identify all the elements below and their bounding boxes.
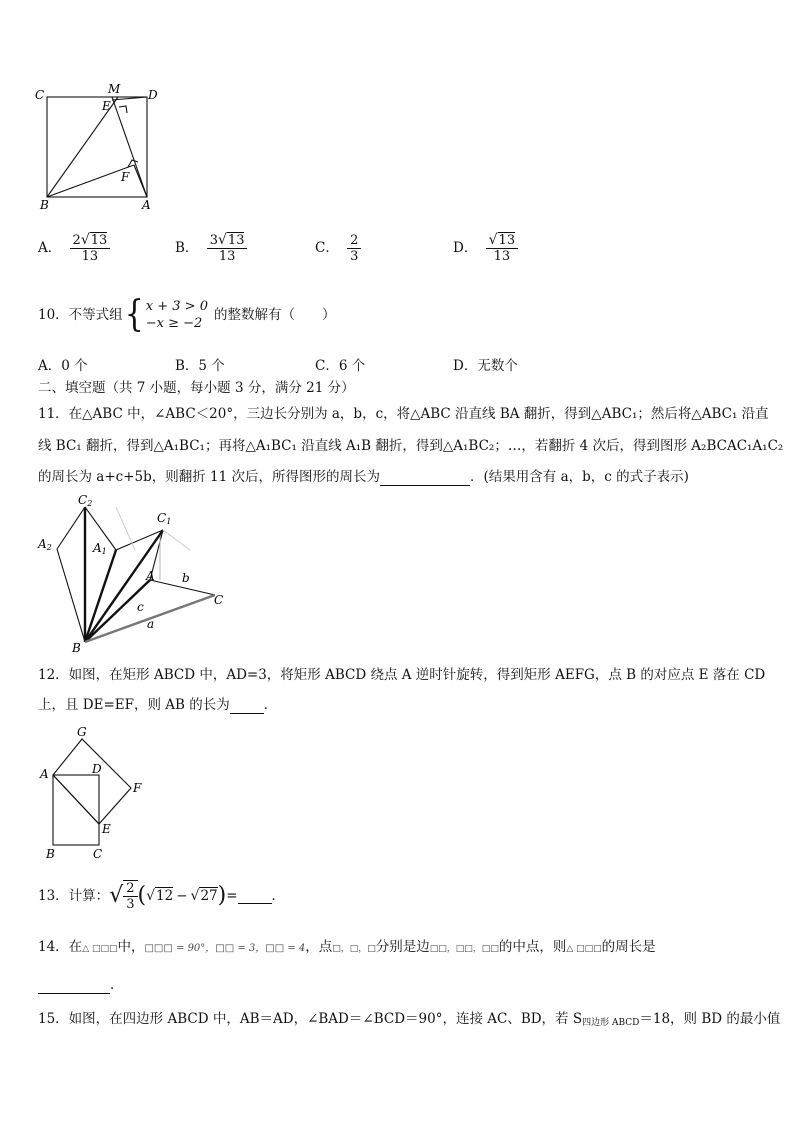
q15-text: 15．如图，在四边形 ABCD 中，AB＝AD，∠BAD＝∠BCD＝90°，连接 AC、BD，若 S <box>38 1011 583 1027</box>
q12-line-1: 12．如图，在矩形 ABCD 中，AD=3，将矩形 ABCD 绕点 A 逆时针旋转，得到矩形 AEFG，点 B 的对应点 E 落在 CD <box>38 667 766 683</box>
frac-2-3 <box>123 880 137 912</box>
label-A1: A1 <box>93 541 107 556</box>
label-C: C <box>93 847 103 861</box>
figure-q11-fold <box>30 490 240 655</box>
label-B: B <box>40 198 49 212</box>
numerator: 2 <box>123 881 137 897</box>
q9-option-b <box>175 233 247 264</box>
q9-option-a <box>38 233 110 264</box>
option-fraction: $\frac{3√13}{13}$ <box>207 233 248 264</box>
paren-close: ) <box>217 883 227 908</box>
q14-line-1 <box>38 938 656 958</box>
q10-option-b: B．5 个 <box>175 358 225 374</box>
label-c: c <box>137 600 144 614</box>
label-A: A <box>142 198 151 212</box>
q14-sides: □□，□□，□□ <box>429 944 499 954</box>
q14-points: □，□，□ <box>332 944 376 954</box>
label-D: D <box>148 88 158 102</box>
coef: 3 <box>209 233 218 248</box>
inequality-system <box>146 298 208 332</box>
paren-open: ( <box>137 883 147 908</box>
label-E: E <box>102 99 111 113</box>
denominator: 13 <box>218 249 236 264</box>
coef: 2 <box>72 233 81 248</box>
q11-line-3a: 的周长为 a+c+5b，则翻折 11 次后，所得图形的周长为 <box>38 469 381 485</box>
brace-symbol: { <box>124 293 144 336</box>
q12-end: ． <box>263 697 278 713</box>
radicand: 13 <box>227 233 245 248</box>
label-A: A <box>146 569 155 583</box>
minus-sign: − <box>176 888 188 904</box>
q14-conditions: □□□ = 90°，□□ = 3，□□ = 4 <box>144 943 306 954</box>
label-E: E <box>102 822 111 836</box>
denominator: 3 <box>350 249 359 264</box>
q14-text: 的周长是 <box>601 939 656 955</box>
denominator: 13 <box>81 249 99 264</box>
denominator: 3 <box>126 897 135 912</box>
label-b: b <box>182 571 190 585</box>
radicand-12: 12 <box>156 888 174 904</box>
answer-blank[interactable] <box>238 889 272 904</box>
answer-blank[interactable] <box>380 471 470 486</box>
q14-text: 中， <box>117 939 145 955</box>
sqrt-symbol: √ <box>109 883 124 908</box>
q13-end: ． <box>271 888 286 904</box>
option-letter: B． <box>175 240 199 256</box>
q11-line-3 <box>38 468 689 486</box>
label-M: M <box>108 82 121 96</box>
q11-line-3b: ．(结果用含有 a，b，c 的式子表示) <box>470 469 689 485</box>
q10-prefix: 10．不等式组 <box>38 307 123 323</box>
option-letter: D． <box>453 240 478 256</box>
q12-line-2 <box>38 696 277 714</box>
label-C2: C2 <box>78 493 93 508</box>
label-B: B <box>46 847 55 861</box>
option-fraction <box>347 233 361 264</box>
q10-option-c: C．6 个 <box>315 358 366 374</box>
label-A: A <box>40 767 49 781</box>
q10-suffix: 的整数解有（ ） <box>213 307 336 323</box>
label-C1: C1 <box>157 511 172 526</box>
q13-stem <box>38 880 285 912</box>
label-B: B <box>72 641 81 655</box>
label-a: a <box>147 617 155 631</box>
inequality-2: −x ≥ −2 <box>145 316 203 331</box>
label-A2: A2 <box>38 537 52 552</box>
sqrt-symbol: √ <box>146 888 156 904</box>
answer-blank[interactable] <box>38 979 110 994</box>
q14-prefix: 14．在 <box>38 939 83 955</box>
q9-option-c <box>315 233 361 264</box>
q15-subscript: 四边形 ABCD <box>582 1018 640 1028</box>
q9-option-d <box>453 233 518 264</box>
label-F: F <box>133 781 142 795</box>
equals-sign: = <box>226 888 238 904</box>
q15-tail: ＝18，则 BD 的最小值 <box>639 1011 781 1027</box>
label-G: G <box>77 725 87 739</box>
q10-option-a: A．0 个 <box>38 358 88 374</box>
q14-text: ，点 <box>305 939 333 955</box>
label-C: C <box>214 593 224 607</box>
option-fraction: $\frac{√13}{13}$ <box>486 233 518 264</box>
radicand-27: 27 <box>200 888 218 904</box>
q13-prefix: 13．计算： <box>38 888 110 904</box>
label-C: C <box>35 88 45 102</box>
q10-option-d: D．无数个 <box>453 358 518 374</box>
q14-line-2 <box>38 976 124 994</box>
q14-text: 的中点，则 <box>498 939 567 955</box>
section-2-heading: 二、填空题（共 7 小题，每小题 3 分，满分 21 分） <box>38 380 355 396</box>
q12-line-2-text: 上，且 DE=EF，则 AB 的长为 <box>38 697 230 713</box>
q10-stem <box>38 293 336 336</box>
q11-line-2: 线 BC₁ 翻折，得到△A₁BC₁；再将△A₁BC₁ 沿直线 A₁B 翻折，得到△A₁BC₂；…，若翻折 4 次后，得到图形 A₂BCAC₁A₁C₂ <box>38 438 784 454</box>
figure-q12-rectangle <box>30 722 160 864</box>
radicand: 13 <box>90 233 108 248</box>
q14-text: 分别是边 <box>375 939 430 955</box>
option-letter: C． <box>315 240 339 256</box>
denominator: 13 <box>493 249 511 264</box>
sqrt-symbol: √ <box>190 888 200 904</box>
q14-end: ． <box>110 977 124 993</box>
numerator: 2 <box>347 233 361 249</box>
figure-q9-square <box>30 80 170 215</box>
q15-line-1 <box>38 1010 780 1032</box>
option-letter: A． <box>38 240 62 256</box>
answer-blank[interactable] <box>230 699 264 714</box>
option-fraction: $\frac{2√13}{13}$ <box>70 233 111 264</box>
label-D: D <box>92 762 102 776</box>
label-F: F <box>121 170 130 184</box>
q14-triangle-1: △ □□□ <box>82 944 118 954</box>
inequality-1: x + 3 > 0 <box>145 299 208 314</box>
q11-line-1: 11．在△ABC 中，∠ABC＜20°，三边长分别为 a，b，c，将△ABC 沿直线 BA 翻折，得到△ABC₁；然后将△ABC₁ 沿直 <box>38 406 769 422</box>
radicand: 13 <box>498 233 516 248</box>
q14-triangle-2: △ □□□ <box>566 944 602 954</box>
